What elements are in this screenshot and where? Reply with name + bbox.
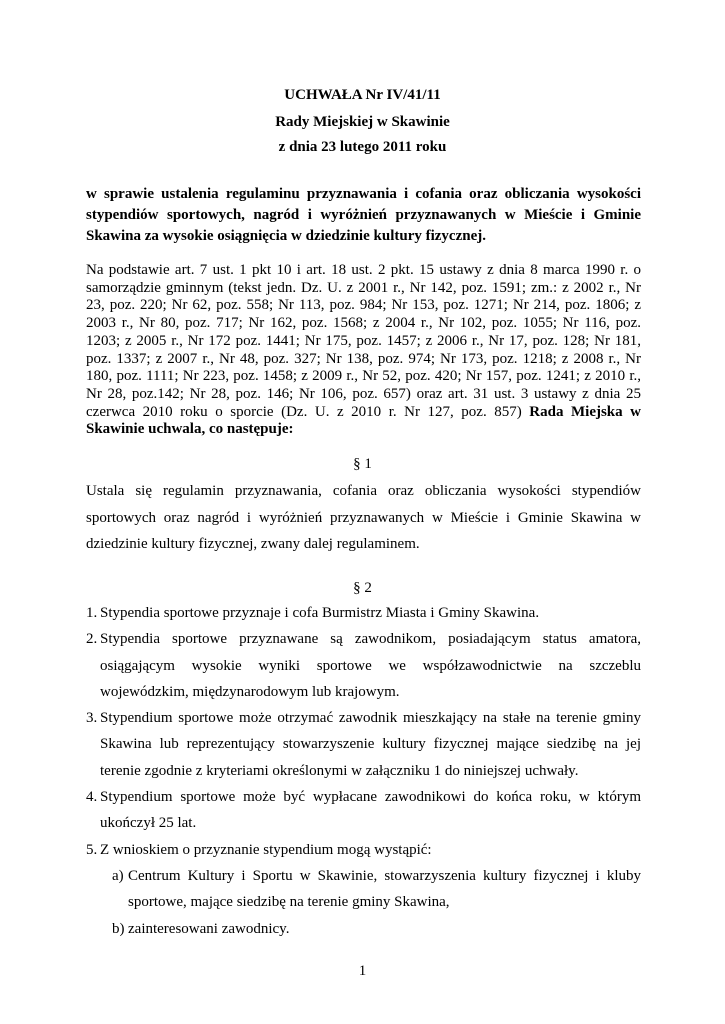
- list-item-number: 5.: [86, 841, 98, 858]
- list-item: [86, 837, 641, 863]
- list-item-text: Stypendia sportowe przyznawane są zawodnikom, posiadającym status amatora, osiągającym wysokie wyniki sportowe we współzawodnictwie na szczeblu wojewódzkim, międzynarodowym lub krajowym.: [100, 631, 641, 700]
- page-number: 1: [358, 963, 367, 979]
- legal-basis-preamble: [86, 262, 641, 439]
- list-item: [86, 784, 641, 837]
- list-item: [86, 626, 641, 705]
- section-1-heading: § 1: [353, 456, 372, 472]
- list-item: [86, 705, 641, 784]
- sub-list-item-letter: a): [112, 867, 124, 884]
- council-name: Rady Miejskiej w Skawinie: [275, 114, 450, 130]
- resolution-title: UCHWAŁA Nr IV/41/11: [284, 87, 441, 103]
- list-item-number: 3.: [86, 710, 98, 727]
- preamble-bold-tail: Rada Miejska w Skawinie uchwala, co następuje:: [86, 403, 642, 438]
- sub-list-item-text: Centrum Kultury i Sportu w Skawinie, stowarzyszenia kultury fizycznej i kluby sportowe, mające siedzibę na terenie gminy Skawina,: [128, 867, 641, 911]
- list-item-text: Stypendium sportowe może być wypłacane zawodnikowi do końca roku, w którym ukończył 25 lat.: [100, 789, 641, 832]
- list-item-text: Stypendium sportowe może otrzymać zawodnik mieszkający na stałe na terenie gminy Skawina lub reprezentujący stowarzyszenie kultury fizycznej mające siedzibę na jej terenie zgodnie z kryteriami określonymi w załączniku 1 do niniejszej uchwały.: [100, 710, 641, 779]
- list-item-number: 1.: [86, 605, 98, 621]
- list-item-text: Z wnioskiem o przyznanie stypendium mogą wystąpić:: [100, 841, 432, 858]
- section-2-heading: § 2: [353, 580, 372, 596]
- resolution-subject: w sprawie ustalenia regulaminu przyznawania i cofania oraz obliczania wysokości stypendiów sportowych, nagród i wyróżnień przyznawanych w Mieście i Gminie Skawina za wysokie osiągnięcia w dziedzinie kultury fizycznej.: [86, 186, 641, 244]
- sub-list-item-letter: b): [112, 920, 125, 937]
- preamble-text: Na podstawie art. 7 ust. 1 pkt 10 i art. 18 ust. 2 pkt. 15 ustawy z dnia 8 marca 1990 r. o samorządzie gminnym (tekst jedn. Dz. U. z 2001 r., Nr 142, poz. 1591; zm.: z 2002 r., Nr 23, poz. 220; Nr 62, poz. 558; Nr 113, poz. 984; Nr 153, poz. 1271; Nr 214, poz. 1806; z 2003 r., Nr 80, poz. 717; Nr 162, poz. 1568; z 2004 r., Nr 102, poz. 1055; Nr 116, poz. 1203; z 2005 r., Nr 172 poz. 1441; Nr 175, poz. 1457; z 2006 r., Nr 17, poz. 128; Nr 181, poz. 1337; z 2007 r., Nr 48, poz. 327; Nr 138, poz. 974; Nr 173, poz. 1218; z 2008 r., Nr 180, poz. 1111; Nr 223, poz. 1458; z 2009 r., Nr 52, poz. 420; Nr 157, poz. 1241; z 2010 r., Nr 28, poz.142; Nr 28, poz. 146; Nr 106, poz. 657) oraz art. 31 ust. 3 ustawy z dnia 25 czerwca 2010 roku o sporcie (Dz. U. z 2010 r. Nr 127, poz. 857): [86, 262, 641, 420]
- resolution-date: z dnia 23 lutego 2011 roku: [278, 139, 447, 155]
- list-item: [86, 600, 641, 626]
- section-1-text: Ustala się regulamin przyznawania, cofania oraz obliczania wysokości stypendiów sportowych oraz nagród i wyróżnień przyznawanych w Mieście i Gminie Skawina w dziedzinie kultury fizycznej, zwany dalej regulaminem.: [86, 483, 641, 552]
- section-2-list: [86, 600, 641, 942]
- sub-list-item-text: zainteresowani zawodnicy.: [128, 920, 290, 937]
- sub-list-item: [86, 863, 641, 916]
- list-item-text: Stypendia sportowe przyznaje i cofa Burmistrz Miasta i Gminy Skawina.: [100, 605, 540, 621]
- sub-list-item: [86, 916, 641, 942]
- list-item-number: 4.: [86, 789, 98, 806]
- list-item-number: 2.: [86, 631, 98, 648]
